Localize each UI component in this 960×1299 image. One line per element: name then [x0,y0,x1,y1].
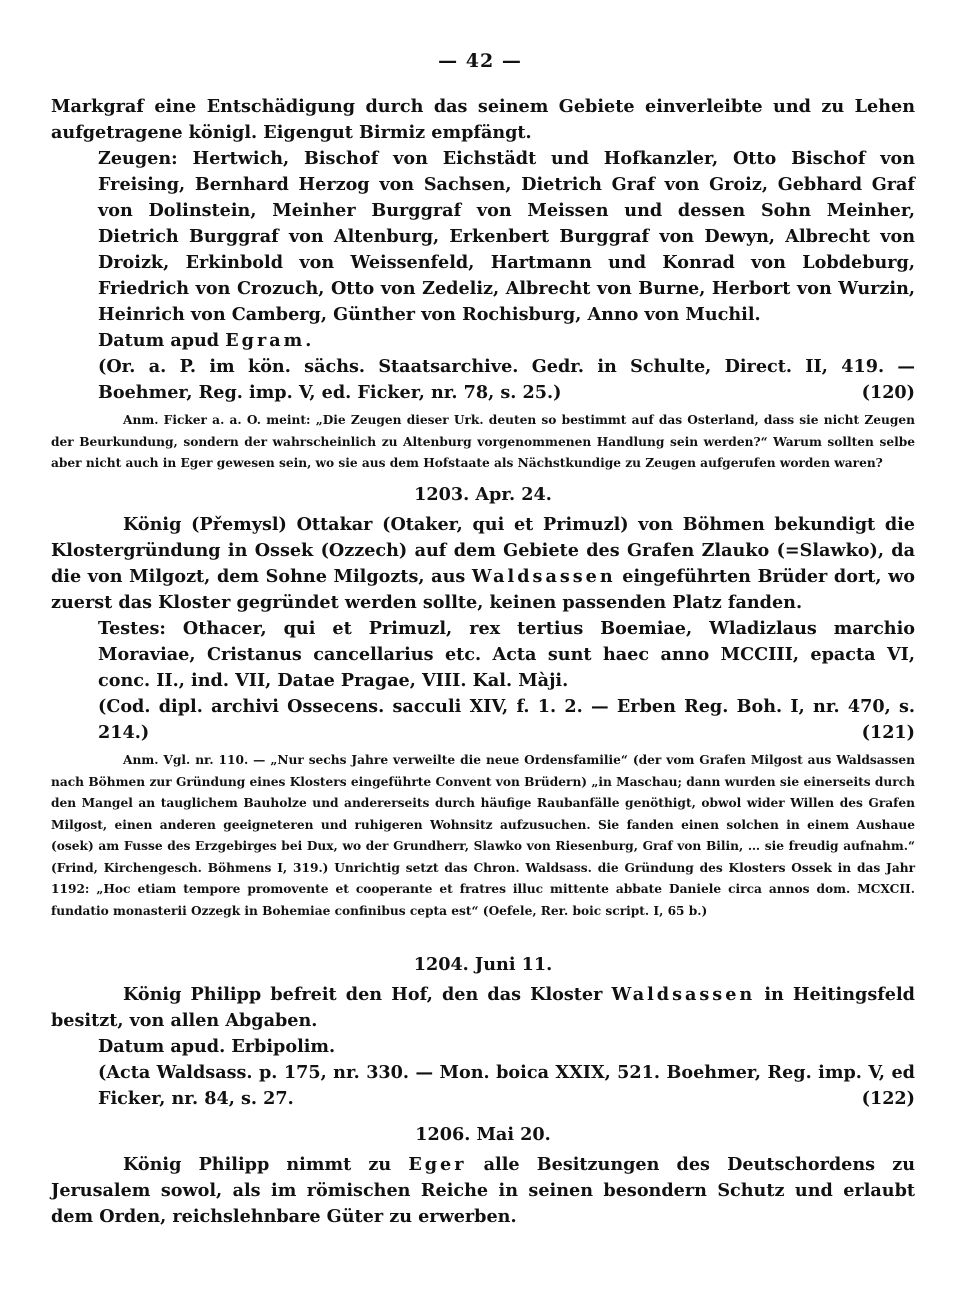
source-citation [51,1060,915,1112]
place-name-spaced: Waldsassen [611,984,756,1005]
page-number: — 42 — [438,50,522,72]
document-123 [51,1122,915,1230]
document-120 [51,94,915,475]
document-number: (120) [861,382,915,403]
document-number: (122) [861,1088,915,1109]
regest-text [51,1152,915,1230]
document-121 [51,482,915,922]
datum-prefix: Datum apud [98,330,226,351]
regest-text-part: König (Přemysl) Ottakar (Otaker, qui et Primuzl) von Böhmen bekundigt die Klostergründung in Ossek (Ozzech) auf dem Gebiete des Grafen Zlauko (=Slawko), da die von Milgozt, dem Sohne Milgozts, aus [51,514,915,587]
regest-text [51,982,915,1034]
source-text: (Cod. dipl. archivi Ossecens. sacculi XIV, f. 1. 2. — Erben Reg. Boh. I, nr. 470, s. 214.) [98,696,915,743]
datum-line: Datum apud. Erbipolim. [98,1036,336,1057]
continued-text: Markgraf eine Entschädigung durch das seinem Gebiete einverleibte und zu Lehen aufgetragene königl. Eigengut Birmiz empfängt. [51,96,915,143]
document-122 [51,952,915,1112]
regest-text-part: eingeführten Brüder dort, wo zuerst das Kloster gegründet werden sollte, keinen passenden Platz fanden. [51,566,915,613]
source-citation [51,694,915,746]
datum-line [51,328,915,354]
annotation: Anm. Ficker a. a. O. meint: „Die Zeugen dieser Urk. deuten so bestimmt auf das Osterland, dass sie nicht Zeugen der Beurkundung, sondern der wahrscheinlich zu Altenburg vorgenommenen Handlung sein werden?“ Warum sollten selbe aber nicht auch in Eger gewesen sein, wo sie aus dem Hofstaate als Nächstkundige zu Zeugen aufgerufen worden waren? [51,413,915,470]
datum-place: Egram. [225,330,315,351]
place-name-spaced: Waldsassen [471,566,616,587]
regest-text-part: alle Besitzungen des Deutschordens zu Jerusalem sowol, als im römischen Reiche in seinen besondern Schutz und erlaubt dem Orden, reichslehnbare Güter zu erwerben. [51,1154,915,1227]
date-heading: 1203. Apr. 24. [414,484,552,505]
witnesses-paragraph [51,146,915,328]
source-citation [51,354,915,406]
regest-text [51,512,915,616]
regest-text-part: König Philipp nimmt zu [123,1154,409,1175]
date-heading: 1206. Mai 20. [415,1124,551,1145]
place-name-spaced: Eger [408,1154,467,1175]
date-heading: 1204. Juni 11. [413,954,553,975]
annotation: Anm. Vgl. nr. 110. — „Nur sechs Jahre verweilte die neue Ordensfamilie“ (der vom Grafen Milgost aus Waldsassen nach Böhmen zur Gründung eines Klosters eingeführte Convent von Brüdern) „in Maschau; dann wurden sie einerseits durch den Mangel an tauglichem Bauholze und andererseits durch häufige Raubanfälle genöthigt, obwol wider Willen des Grafen Milgost, einen anderen geeigneteren und ruhigeren Wohnsitz aufzusuchen. Sie fanden einen solchen in einem Aushaue (osek) am Fusse des Erzgebirges bei Dux, wo der Grundherr, Slawko von Riesenburg, Graf von Bilin, … sie freudig aufnahm.“ (Frind, Kirchengesch. Böhmens I, 319.) Unrichtig setzt das Chron. Waldsass. die Gründung des Klosters Ossek in das Jahr 1192: „Hoc etiam tempore promovente et cooperante et fratres illuc mittente abbate Daniele circa annos dom. MCXCII. fundatio monasterii Ozzegk in Bohemiae confinibus cepta est“ (Oefele, Rer. boic script. I, 65 b.) [51,753,915,918]
regest-text-part: in Heitingsfeld besitzt, von allen Abgaben. [51,984,915,1031]
source-text: (Or. a. P. im kön. sächs. Staatsarchive. Gedr. in Schulte, Direct. II, 419. — Boehmer, Reg. imp. V, ed. Ficker, nr. 78, s. 25.) [98,356,915,403]
testes-paragraph: Testes: Othacer, qui et Primuzl, rex tertius Boemiae, Wladizlaus marchio Moraviae, Cristanus cancellarius etc. Acta sunt haec anno MCCIII, epacta VI, conc. II., ind. VII, Datae Pragae, VIII. Kal. Màji. [98,618,915,691]
witnesses-text: Zeugen: Hertwich, Bischof von Eichstädt und Hofkanzler, Otto Bischof von Freising, Bernhard Herzog von Sachsen, Dietrich Graf von Groiz, Gebhard Graf von Dolinstein, Meinher Burggraf von Meissen und dessen Sohn Meinher, Dietrich Burggraf von Altenburg, Erkenbert Burggraf von Dewyn, Albrecht von Droizk, Erkinbold von Weissenfeld, Hartmann und Konrad von Lobdeburg, Friedrich von Crozuch, Otto von Zedeliz, Albrecht von Burne, Herbort von Wurzin, Heinrich von Camberg, Günther von Rochisburg, Anno von Muchil. [98,148,915,325]
regest-text-part: König Philipp befreit den Hof, den das Kloster [123,984,612,1005]
source-text: (Acta Waldsass. p. 175, nr. 330. — Mon. boica XXIX, 521. Boehmer, Reg. imp. V, ed Ficker, nr. 84, s. 27. [98,1062,915,1109]
document-number: (121) [861,722,915,743]
